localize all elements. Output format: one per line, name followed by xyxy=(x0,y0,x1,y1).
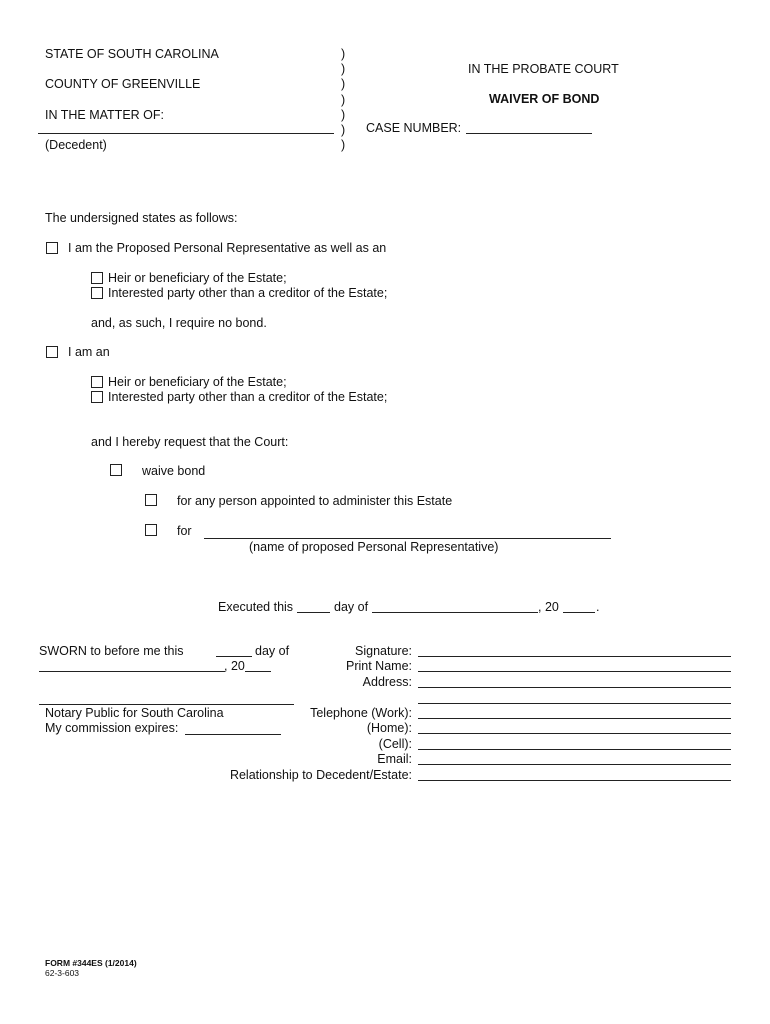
executed-period: . xyxy=(596,600,600,614)
signature-label: Signature: xyxy=(355,644,412,658)
caption-paren: ) xyxy=(341,47,346,61)
pr-name-field[interactable] xyxy=(204,538,611,539)
court-label: IN THE PROBATE COURT xyxy=(468,62,619,76)
checkbox-heir-2[interactable] xyxy=(91,376,103,388)
sworn-year-field[interactable] xyxy=(245,671,271,672)
checkbox-i-am-an[interactable] xyxy=(46,346,58,358)
option-personal-representative: I am the Proposed Personal Representative as well as an xyxy=(68,241,387,255)
checkbox-personal-representative[interactable] xyxy=(46,242,58,254)
signature-field[interactable] xyxy=(418,656,731,657)
print-name-label: Print Name: xyxy=(346,659,412,673)
checkbox-heir-1[interactable] xyxy=(91,272,103,284)
decedent-label: (Decedent) xyxy=(45,138,107,152)
relationship-field[interactable] xyxy=(418,780,731,781)
heir-label-2: Heir or beneficiary of the Estate; xyxy=(108,375,287,389)
matter-label: IN THE MATTER OF: xyxy=(45,108,164,122)
commission-label: My commission expires: xyxy=(45,721,179,735)
interested-label-1: Interested party other than a creditor of the Estate; xyxy=(108,286,388,300)
form-number: FORM #344ES (1/2014) xyxy=(45,958,137,968)
any-person-label: for any person appointed to administer this Estate xyxy=(177,494,453,508)
executed-year-prefix: , 20 xyxy=(538,600,559,614)
print-name-field[interactable] xyxy=(418,671,731,672)
executed-day-field[interactable] xyxy=(297,612,330,613)
case-number-field[interactable] xyxy=(466,133,592,134)
relationship-label: Relationship to Decedent/Estate: xyxy=(229,768,412,782)
statute-code: 62-3-603 xyxy=(45,968,80,978)
checkbox-any-person[interactable] xyxy=(145,494,157,506)
for-label: for xyxy=(177,524,192,538)
email-field[interactable] xyxy=(418,764,731,765)
pr-name-caption: (name of proposed Personal Representative) xyxy=(249,540,499,554)
checkbox-for-named[interactable] xyxy=(145,524,157,536)
heir-label-1: Heir or beneficiary of the Estate; xyxy=(108,271,287,285)
caption-paren: ) xyxy=(341,123,346,137)
sworn-year-prefix: , 20 xyxy=(224,659,245,673)
executed-this-label: Executed this xyxy=(218,600,294,614)
sworn-day-of-label: day of xyxy=(255,644,290,658)
decedent-name-line[interactable] xyxy=(38,133,334,134)
caption-paren: ) xyxy=(341,138,346,152)
caption-paren: ) xyxy=(341,93,346,107)
executed-year-field[interactable] xyxy=(563,612,595,613)
address-field-1[interactable] xyxy=(418,687,731,688)
sworn-day-field[interactable] xyxy=(216,656,252,657)
caption-paren: ) xyxy=(341,62,346,76)
waive-bond-label: waive bond xyxy=(142,464,206,478)
interested-label-2: Interested party other than a creditor of the Estate; xyxy=(108,390,388,404)
telephone-work-field[interactable] xyxy=(418,718,731,719)
notary-public-label: Notary Public for South Carolina xyxy=(45,706,224,720)
executed-day-of-label: day of xyxy=(334,600,369,614)
checkbox-waive-bond[interactable] xyxy=(110,464,122,476)
caption-paren: ) xyxy=(341,108,346,122)
address-label: Address: xyxy=(362,675,412,689)
option-i-am-an: I am an xyxy=(68,345,110,359)
sworn-month-field[interactable] xyxy=(39,671,225,672)
case-number-label: CASE NUMBER: xyxy=(366,121,462,135)
notary-signature-line[interactable] xyxy=(39,704,294,705)
no-bond-text: and, as such, I require no bond. xyxy=(91,316,267,330)
telephone-work-label: Telephone (Work): xyxy=(310,706,412,720)
address-field-2[interactable] xyxy=(418,703,731,704)
commission-field[interactable] xyxy=(185,734,281,735)
request-text: and I hereby request that the Court: xyxy=(91,435,289,449)
telephone-cell-label: (Cell): xyxy=(378,737,412,751)
intro-text: The undersigned states as follows: xyxy=(45,211,238,225)
county-label: COUNTY OF GREENVILLE xyxy=(45,77,201,91)
checkbox-interested-2[interactable] xyxy=(91,391,103,403)
email-label: Email: xyxy=(377,752,412,766)
executed-month-field[interactable] xyxy=(372,612,538,613)
telephone-home-field[interactable] xyxy=(418,733,731,734)
form-title: WAIVER OF BOND xyxy=(489,92,600,106)
caption-paren: ) xyxy=(341,77,346,91)
state-label: STATE OF SOUTH CAROLINA xyxy=(45,47,219,61)
sworn-label: SWORN to before me this xyxy=(39,644,184,658)
telephone-home-label: (Home): xyxy=(366,721,412,735)
checkbox-interested-1[interactable] xyxy=(91,287,103,299)
telephone-cell-field[interactable] xyxy=(418,749,731,750)
